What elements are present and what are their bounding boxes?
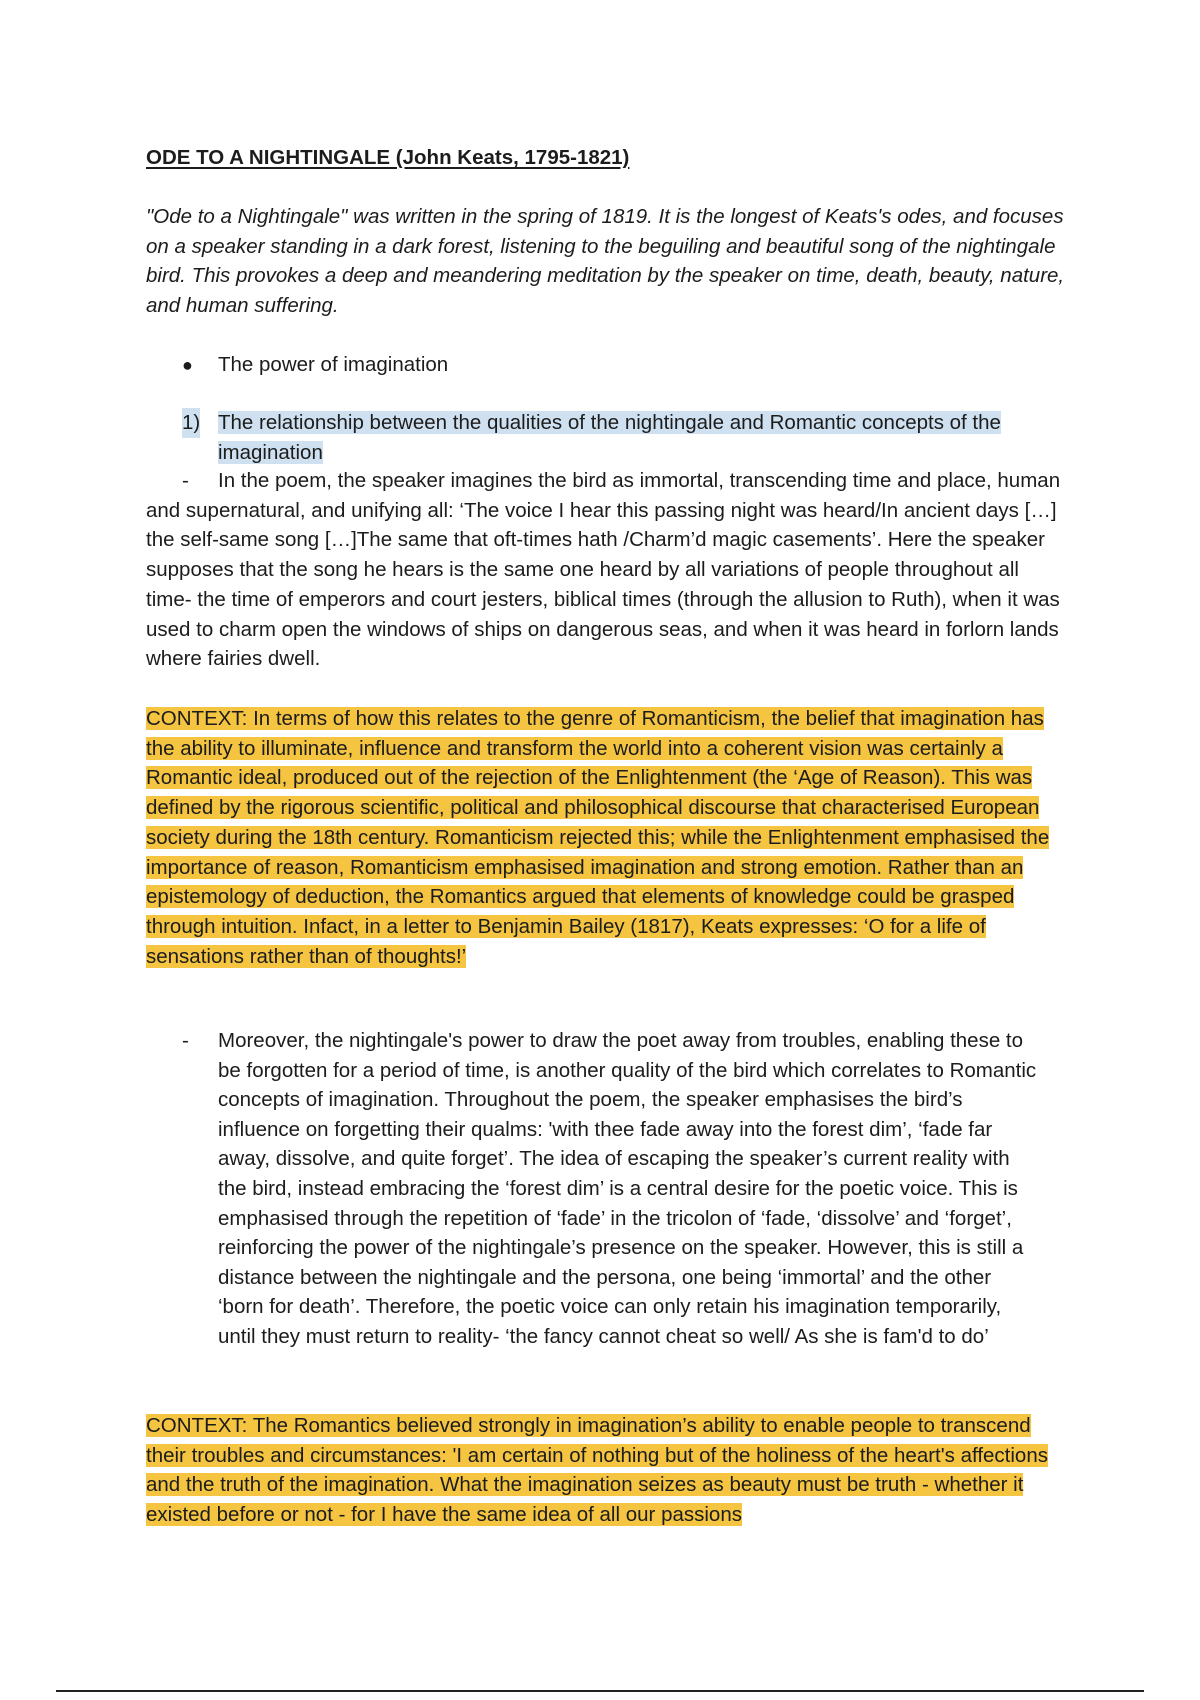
page-bottom-rule [56, 1690, 1144, 1692]
numbered-heading [182, 408, 1062, 467]
context-box-2-text: CONTEXT: The Romantics believed strongly in imagination’s ability to enable people to transcend their troubles and circumstances: 'I am certain of nothing but of the holiness of the heart's affections and the truth of the imagination. What the imagination seizes as beauty must be truth - whether it existed before or not - for I have the same idea of all our passions [146, 1414, 1048, 1527]
bullet-item [182, 350, 448, 381]
bullet-text: The power of imagination [218, 353, 449, 376]
analysis-paragraph-2-text: Moreover, the nightingale's power to draw the poet away from troubles, enabling these to be forgotten for a period of time, is another quality of the bird which correlates to Romantic concepts of imagination. Throughout the poem, the speaker emphasises the bird’s influence on forgetting their qualms: 'with thee fade away into the forest dim’, ‘fade far away, dissolve, and quite forget’. The idea of escaping the speaker’s current reality with the bird, instead embracing the ‘forest dim’ is a central desire for the poetic voice. This is emphasised through the repetition of ‘fade’ in the tricolon of ‘fade, ‘dissolve’ and ‘forget’, reinforcing the power of the nightingale’s presence on the speaker. However, this is still a distance between the nightingale and the persona, one being ‘immortal’ and the other ‘born for death’. Therefore, the poetic voice can only retain his imagination temporarily, until they must return to reality- ‘the fancy cannot cheat so well/ As she is fam'd to do’ [218, 1029, 1037, 1348]
dash-marker: - [182, 469, 189, 492]
numbered-heading-text: The relationship between the qualities of the nightingale and Romantic concepts of the imagination [218, 411, 1001, 464]
context-box-1 [146, 704, 1066, 971]
context-box-1-text: CONTEXT: In terms of how this relates to the genre of Romanticism, the belief that imagination has the ability to illuminate, influence and transform the world into a coherent vision was certainly a Romantic ideal, produced out of the rejection of the Enlightenment (the ‘Age of Reason). This was defined by the rigorous scientific, political and philosophical discourse that characterised European society during the 18th century. Romanticism rejected this; while the Enlightenment emphasised the importance of reason, Romanticism emphasised imagination and strong emotion. Rather than an epistemology of deduction, the Romantics argued that elements of knowledge could be grasped through intuition. Infact, in a letter to Benjamin Bailey (1817), Keats expresses: ‘O for a life of sensations rather than of thoughts!’ [146, 707, 1050, 968]
document-title: ODE TO A NIGHTINGALE (John Keats, 1795-1821) [146, 146, 630, 169]
analysis-paragraph-1 [146, 466, 1066, 674]
intro-paragraph: "Ode to a Nightingale" was written in the spring of 1819. It is the longest of Keats's odes, and focuses on a speaker standing in a dark forest, listening to the beguiling and beautiful song of the nightingale bird. This provokes a deep and meandering meditation by the speaker on time, death, beauty, nature, and human suffering. [146, 205, 1065, 318]
dash-marker: - [182, 1029, 189, 1052]
bullet-icon: ● [182, 355, 193, 375]
analysis-paragraph-2 [182, 1026, 1042, 1352]
context-box-2 [146, 1411, 1066, 1530]
numbered-heading-number: 1) [182, 408, 200, 438]
analysis-paragraph-1-text: In the poem, the speaker imagines the bird as immortal, transcending time and place, human and supernatural, and unifying all: ‘The voice I hear this passing night was heard/In ancient days […] the self-same song […]The same that oft-times hath /Charm’d magic casements’. Here the speaker supposes that the song he hears is the same one heard by all variations of people throughout all time- the time of emperors and court jesters, biblical times (through the allusion to Ruth), when it was used to charm open the windows of ships on dangerous seas, and when it was heard in forlorn lands where fairies dwell. [146, 469, 1061, 671]
